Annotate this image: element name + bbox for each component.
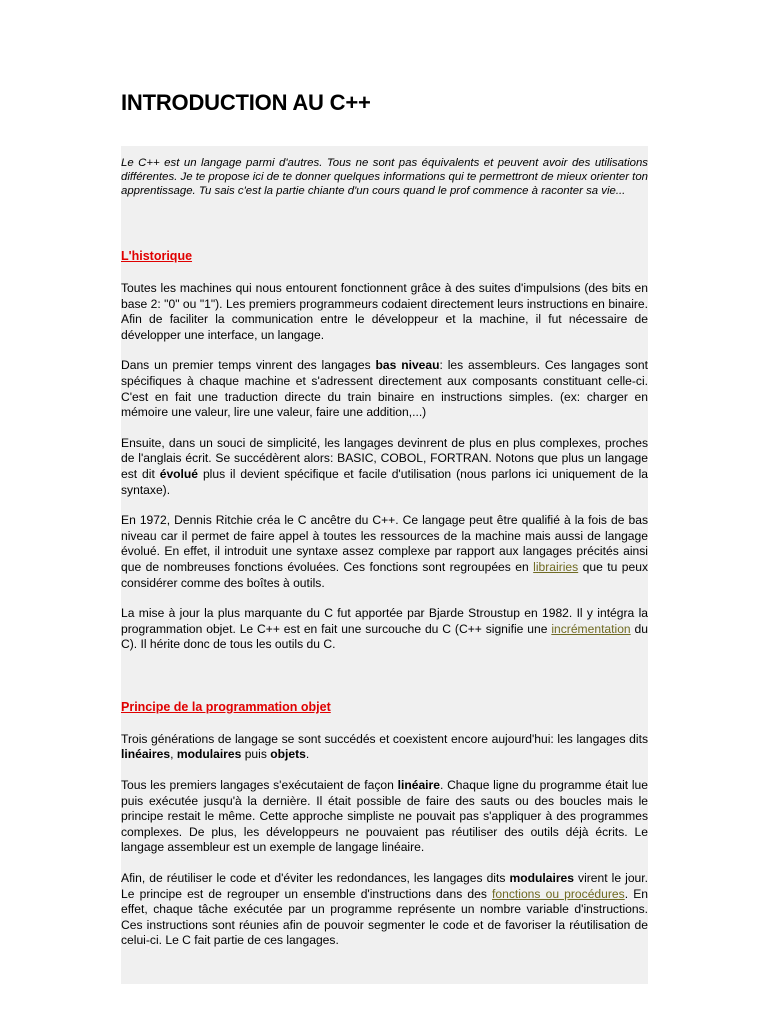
intro-paragraph: Le C++ est un langage parmi d'autres. Tous ne sont pas équivalents et peuvent avoir des utilisations différentes. Je te propose ici de te donner quelques informations qui te permettront de mieux orienter ton apprentissage. Tu sais c'est la partie chiante d'un cours quand le prof commence à raconter sa vie... — [121, 157, 648, 197]
bold-term: linéaires — [121, 747, 171, 762]
librairies-link[interactable]: librairies — [533, 559, 579, 574]
objet-paragraph-2: Tous les premiers langages s'exécutaient de façon linéaire. Chaque ligne du programme était lue puis exécutée jusqu'à la dernière. Il était possible de faire des sauts ou des boucles mais le principe restait le même. Cette approche simpliste ne pouvait pas s'appliquer à des programmes complexes. De plus, les développeurs ne pouvaient pas réutiliser des outils déjà écrits. Le langage assembleur est un exemple de langage linéaire. — [121, 778, 649, 855]
bold-term: modulaires — [176, 747, 242, 762]
objet-paragraph-3: Afin, de réutiliser le code et d'éviter les redondances, les langages dits modulaires virent le jour. Le principe est de regrouper un ensemble d'instructions dans des fonctions ou procédures. En effet, chaque tâche exécutée par un programme représente un nombre variable d'instructions. Ces instructions sont réunies afin de pouvoir segmenter le code et de favoriser la réutilisation de celui-ci. Le C fait partie de ces langages. — [121, 871, 648, 948]
page-title: INTRODUCTION AU C++ — [121, 90, 371, 115]
bold-term: objets — [270, 747, 306, 762]
section-heading-programmation-objet: Principe de la programmation objet — [121, 699, 331, 714]
content-area — [121, 146, 648, 984]
objet-paragraph-1: Trois générations de langage se sont succédés et coexistent encore aujourd'hui: les langages dits linéaires, modulaires puis objets. — [121, 731, 648, 762]
historique-paragraph-3: Ensuite, dans un souci de simplicité, les langages devinrent de plus en plus complexes, proches de l'anglais écrit. Se succédèrent alors: BASIC, COBOL, FORTRAN. Notons que plus un langage est dit évolué plus il devient spécifique et facile d'utilisation (nous parlons ici uniquement de la syntaxe). — [121, 435, 648, 497]
historique-paragraph-2: Dans un premier temps vinrent des langages bas niveau: les assembleurs. Ces langages sont spécifiques à chaque machine et s'adressent directement aux composants constituant celle-ci. C'est en fait une traduction directe du train binaire en instructions simples. (ex: charger en mémoire une valeur, lire une valeur, faire une addition,...) — [121, 358, 648, 420]
historique-paragraph-4: En 1972, Dennis Ritchie créa le C ancêtre du C++. Ce langage peut être qualifié à la fois de bas niveau car il permet de faire appel à toutes les ressources de la machine mais aussi de langage évolué. En effet, il introduit une syntaxe assez complexe par rapport aux langages précités ainsi que de nombreuses fonctions évoluées. Ces fonctions sont regroupées en librairies que tu peux considérer comme des boîtes à outils. — [121, 513, 648, 590]
incrementation-link[interactable]: incrémentation — [551, 621, 631, 636]
section-heading-historique: L'historique — [121, 249, 193, 263]
fonctions-procedures-link[interactable]: fonctions ou procédures — [492, 886, 625, 901]
bold-term: linéaire — [397, 778, 440, 793]
historique-paragraph-1: Toutes les machines qui nous entourent fonctionnent grâce à des suites d'impulsions (des bits en base 2: "0" ou "1"). Les premiers programmeurs codaient directement leurs instructions en binaire. Afin de faciliter la communication entre le développeur et la machine, il fut nécessaire de développer une interface, un langage. — [121, 281, 648, 342]
bold-term: évolué — [159, 466, 199, 481]
bold-term: modulaires — [509, 871, 574, 886]
bold-term: bas niveau — [375, 358, 440, 373]
historique-paragraph-5: La mise à jour la plus marquante du C fut apportée par Bjarde Stroustup en 1982. Il y intégra la programmation objet. Le C++ est en fait une surcouche du C (C++ signifie une incrémentation du C). Il hérite donc de tous les outils du C. — [121, 606, 649, 652]
